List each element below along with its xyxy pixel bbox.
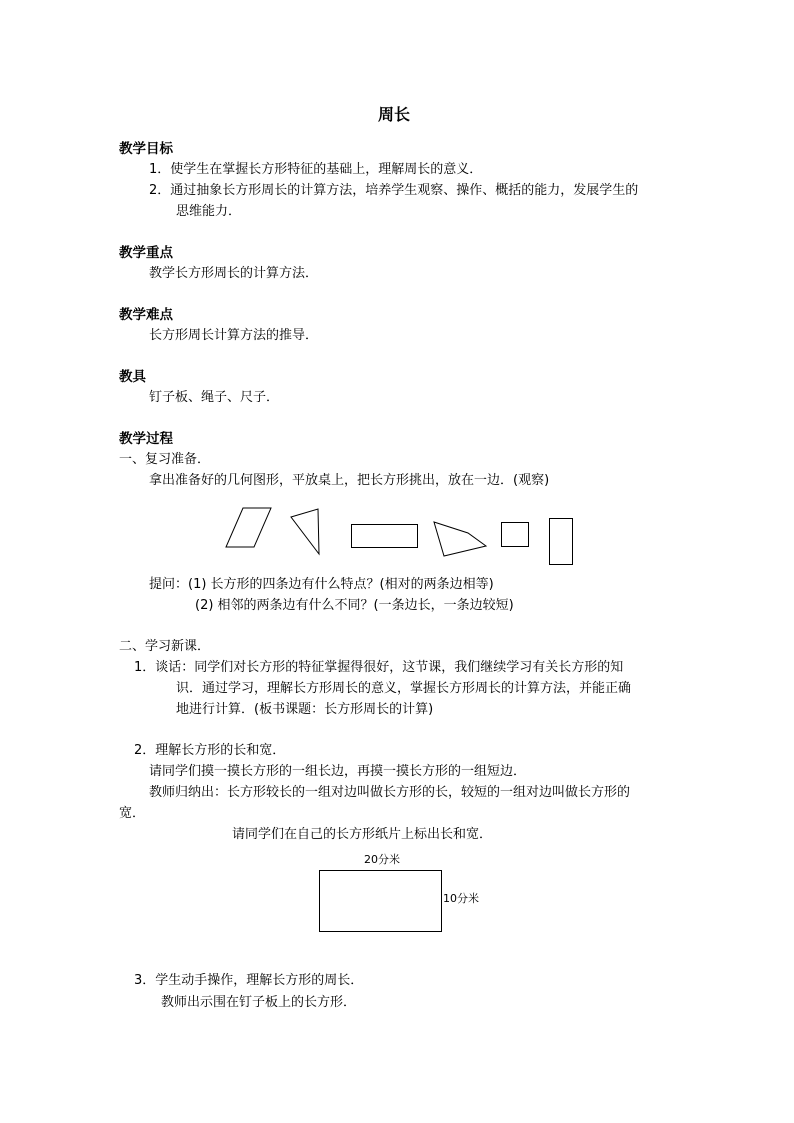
part1-title: 一、复习准备．	[119, 452, 211, 467]
objective-item-1: 1．使学生在掌握长方形特征的基础上，理解周长的意义．	[149, 162, 483, 177]
understand-text-1: 请同学们摸一摸长方形的一组长边，再摸一摸长方形的一组短边．	[149, 764, 527, 779]
understand-text-2-line-2: 宽．	[119, 806, 146, 821]
talk-line-1: 1．谈话：同学们对长方形的特征掌握得很好，这节课，我们继续学习有关长方形的知	[134, 660, 624, 675]
difficulty-heading: 教学难点	[119, 307, 173, 323]
part1-text: 拿出准备好的几何图形，平放桌上，把长方形挑出，放在一边．(观察)	[149, 473, 550, 488]
tools-heading: 教具	[119, 369, 146, 385]
understand-text-3: 请同学们在自己的长方形纸片上标出长和宽．	[232, 827, 493, 842]
part2-title: 二、学习新课．	[119, 639, 211, 654]
rect-width-label: 10分米	[443, 892, 479, 905]
question-2: (2) 相邻的两条边有什么不同？(一条边长，一条边较短)	[195, 598, 514, 613]
tools-text: 钉子板、绳子、尺子．	[149, 390, 280, 405]
objective-item-2-line-1: 2．通过抽象长方形周长的计算方法，培养学生观察、操作、概括的能力，发展学生的	[149, 183, 639, 198]
key-point-text: 教学长方形周长的计算方法．	[149, 266, 319, 281]
understand-title: 2．理解长方形的长和宽．	[134, 743, 286, 758]
objectives-heading: 教学目标	[119, 141, 173, 157]
understand-text-2-line-1: 教师归纳出：长方形较长的一组对边叫做长方形的长，较短的一组对边叫做长方形的	[149, 785, 631, 800]
operate-title: 3．学生动手操作，理解长方形的周长．	[134, 973, 364, 988]
labeled-rectangle	[320, 871, 442, 932]
process-heading: 教学过程	[119, 431, 173, 447]
rect-length-label: 20分米	[364, 853, 400, 866]
objective-item-2-line-2: 思维能力．	[176, 204, 242, 219]
talk-line-3: 地进行计算．(板书课题：长方形周长的计算)	[176, 702, 434, 717]
operate-text: 教师出示围在钉子板上的长方形．	[161, 995, 357, 1010]
page-title: 周长	[378, 105, 411, 124]
question-1: 提问：(1) 长方形的四条边有什么特点？(相对的两条边相等)	[149, 577, 494, 592]
difficulty-text: 长方形周长计算方法的推导．	[149, 328, 319, 343]
key-point-heading: 教学重点	[119, 245, 173, 261]
talk-line-2: 识．通过学习，理解长方形周长的意义，掌握长方形周长的计算方法，并能正确	[176, 681, 632, 696]
